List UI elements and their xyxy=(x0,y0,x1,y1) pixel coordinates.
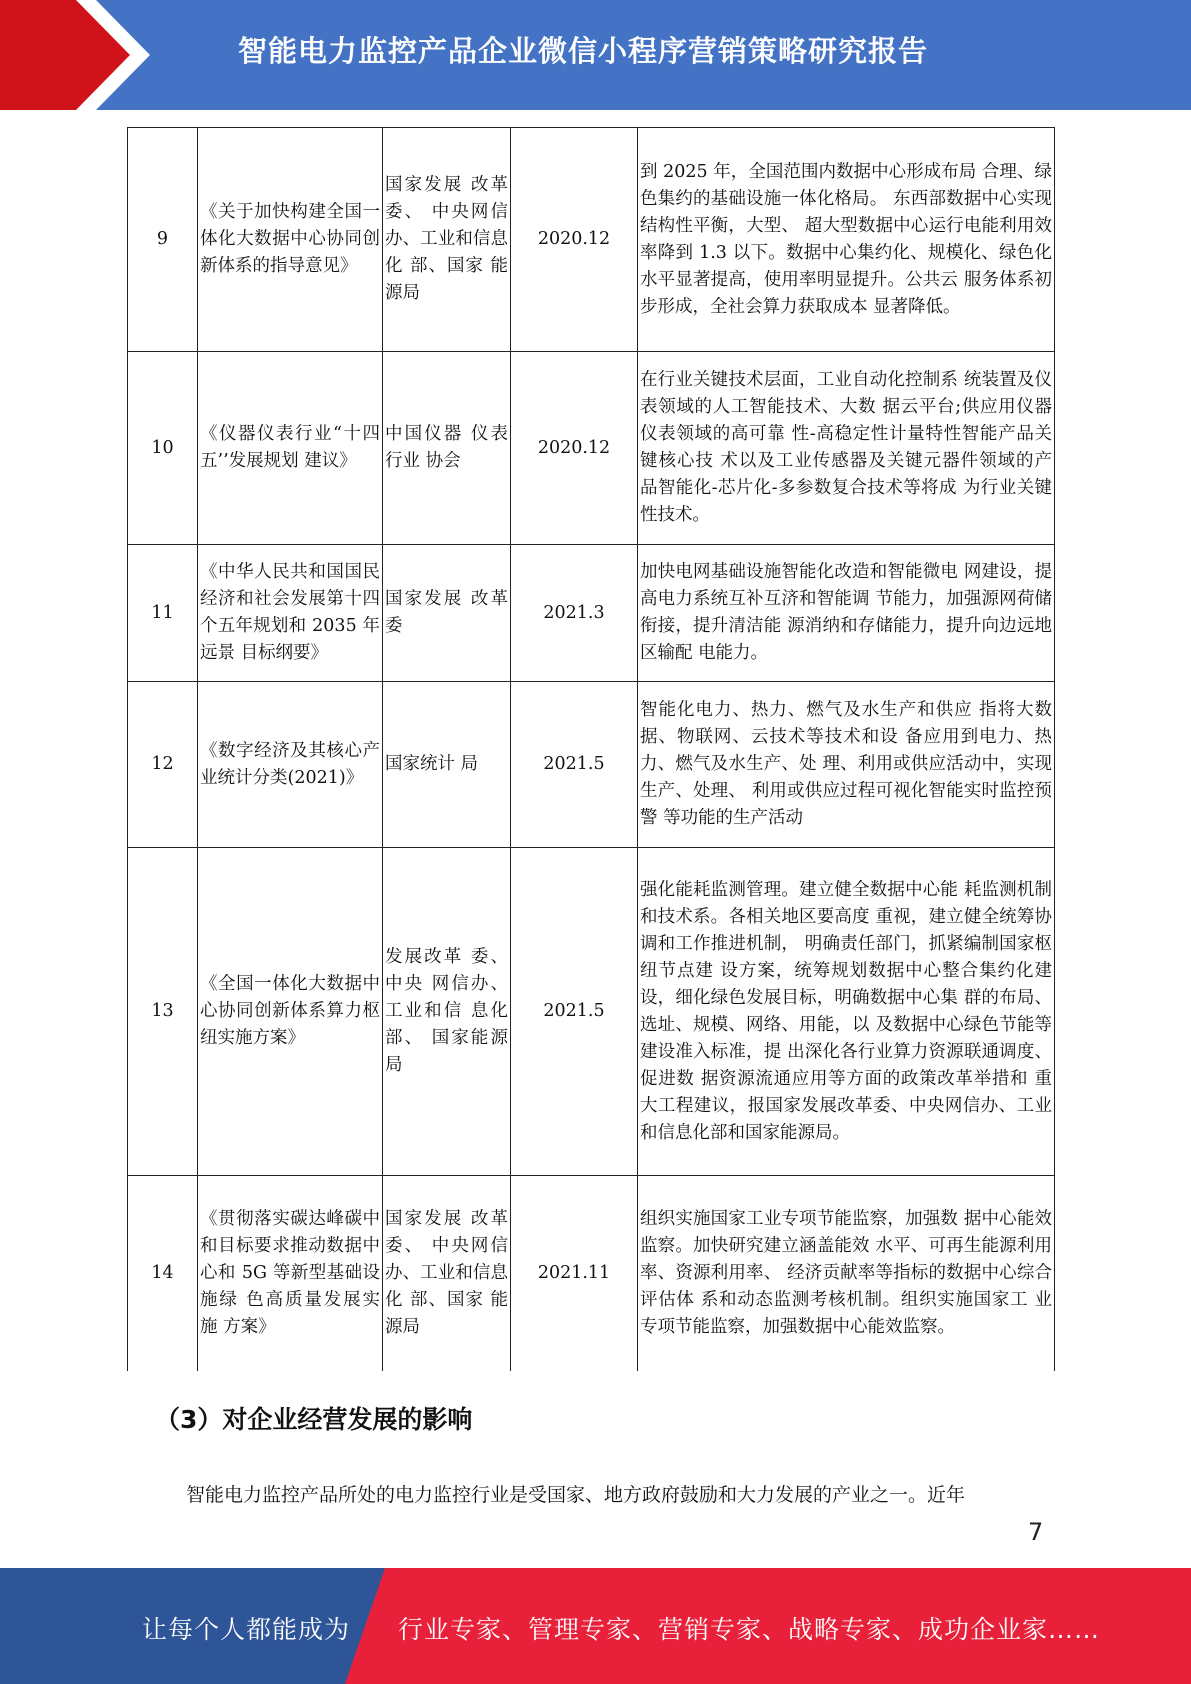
footer-slogan-right: 行业专家、管理专家、营销专家、战略专家、成功企业家…… xyxy=(398,1615,1101,1644)
policy-name: 《贯彻落实碳达峰碳中和目标要求推动数据中心和 5G 等新型基础设施绿 色高质量发展实施 方案》 xyxy=(198,1176,383,1371)
policy-name: 《关于加快构建全国一体化大数据中心协同创新体系的指导意见》 xyxy=(198,128,383,352)
policy-content: 强化能耗监测管理。建立健全数据中心能 耗监测机制和技术系。各相关地区要高度 重视，建立健全统筹协调和工作推进机制， 明确责任部门，抓紧编制国家枢纽节点建 设方案，统筹规划数据中心整合集约化建 设，细化绿色发展目标，明确数据中心集 群的布局、选址、规模、网络、用能，以 及数据中心绿色节能等建设准入标准，提 出深化各行业算力资源联通调度、促进数 据资源流通应用等方面的政策改革举措和 重大工程建议，报国家发展改革委、中央网信办、工业和信息化部和国家能源局。 xyxy=(638,848,1055,1176)
table-row xyxy=(128,682,1055,848)
row-number: 9 xyxy=(128,128,198,352)
row-number: 13 xyxy=(128,848,198,1176)
policy-content: 智能化电力、热力、燃气及水生产和供应 指将大数据、物联网、云技术等技术和设 备应用到电力、热力、燃气及水生产、处 理、利用或供应活动中，实现生产、处理、 利用或供应过程可视化智能实时监控预警 等功能的生产活动 xyxy=(638,682,1055,848)
row-number: 12 xyxy=(128,682,198,848)
table-row xyxy=(128,1176,1055,1371)
policy-name: 《仪器仪表行业“十四五’’发展规划 建议》 xyxy=(198,352,383,545)
policy-content: 组织实施国家工业专项节能监察，加强数 据中心能效监察。加快研究建立涵盖能效 水平、可再生能源利用率、资源利用率、 经济贡献率等指标的数据中心综合评估体 系和动态监测考核机制。组织实施国家工 业专项节能监察，加强数据中心能效监察。 xyxy=(638,1176,1055,1371)
issuing-agency: 国家统计 局 xyxy=(383,682,511,848)
table-row xyxy=(128,128,1055,352)
row-number: 10 xyxy=(128,352,198,545)
issue-date: 2020.12 xyxy=(511,352,638,545)
issue-date: 2021.5 xyxy=(511,848,638,1176)
policy-content: 加快电网基础设施智能化改造和智能微电 网建设，提高电力系统互补互济和智能调 节能力，加强源网荷储衔接，提升清洁能 源消纳和存储能力，提升向边远地区输配 电能力。 xyxy=(638,545,1055,682)
table-row xyxy=(128,352,1055,545)
footer-slogan-left: 让每个人都能成为 xyxy=(142,1615,351,1644)
page-header xyxy=(0,0,1191,110)
table-row xyxy=(128,848,1055,1176)
issue-date: 2021.11 xyxy=(511,1176,638,1371)
issuing-agency: 国家发展 改革委、 中央网信 办、工业和信息化 部、国家 能源局 xyxy=(383,128,511,352)
issue-date: 2020.12 xyxy=(511,128,638,352)
policy-name: 《数字经济及其核心产业统计分类(2021)》 xyxy=(198,682,383,848)
policy-name: 《中华人民共和国国民经济和社会发展第十四个五年规划和 2035 年远景 目标纲要》 xyxy=(198,545,383,682)
row-number: 14 xyxy=(128,1176,198,1371)
row-number: 11 xyxy=(128,545,198,682)
issuing-agency: 中国仪器 仪表行业 协会 xyxy=(383,352,511,545)
issuing-agency: 发展改革 委、中央 网信办、工业和信 息化部、 国家能源 局 xyxy=(383,848,511,1176)
issuing-agency: 国家发展 改革委、 中央网信 办、工业和信息化 部、国家 能源局 xyxy=(383,1176,511,1371)
issuing-agency: 国家发展 改革委 xyxy=(383,545,511,682)
report-title: 智能电力监控产品企业微信小程序营销策略研究报告 xyxy=(238,34,929,68)
policy-table xyxy=(127,127,1055,1371)
section-heading: （3）对企业经营发展的影响 xyxy=(155,1405,473,1434)
page-footer xyxy=(0,1568,1191,1684)
issue-date: 2021.3 xyxy=(511,545,638,682)
policy-content: 在行业关键技术层面，工业自动化控制系 统装置及仪表领域的人工智能技术、大数 据云平台;供应用仪器仪表领域的高可靠 性-高稳定性计量特性智能产品关键核心技 术以及工业传感器及关键元器件领域的产 品智能化-芯片化-多参数复合技术等将成 为行业关键性技术。 xyxy=(638,352,1055,545)
body-paragraph: 智能电力监控产品所处的电力监控行业是受国家、地方政府鼓励和大力发展的产业之一。近年 xyxy=(186,1484,966,1506)
issue-date: 2021.5 xyxy=(511,682,638,848)
policy-name: 《全国一体化大数据中心协同创新体系算力枢纽实施方案》 xyxy=(198,848,383,1176)
table-row xyxy=(128,545,1055,682)
page-number: 7 xyxy=(1028,1518,1044,1546)
policy-content: 到 2025 年，全国范围内数据中心形成布局 合理、绿色集约的基础设施一体化格局。 东西部数据中心实现结构性平衡，大型、 超大型数据中心运行电能利用效率降到 1.3 以下。数据中心集约化、规模化、绿色化 水平显著提高，使用率明显提升。公共云 服务体系初步形成，全社会算力获取成本 显著降低。 xyxy=(638,128,1055,352)
